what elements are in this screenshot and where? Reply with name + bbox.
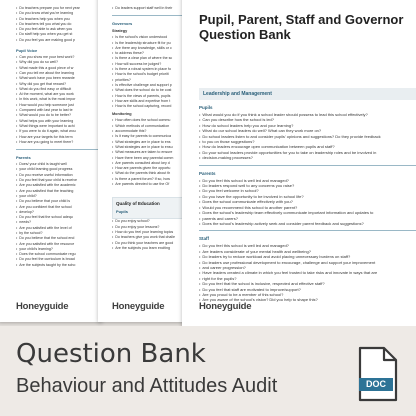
list-box bbox=[112, 219, 189, 251]
doc-format-badge: DOC bbox=[359, 378, 393, 391]
list-item: • How are skills and expertise from t bbox=[112, 99, 189, 104]
list-item: • How are parents given the opportu bbox=[112, 166, 189, 171]
list-monitoring bbox=[112, 118, 189, 187]
list-item: • How do leaders encourage open communication between pupils and staff? bbox=[199, 144, 416, 149]
document-page-front bbox=[182, 0, 416, 326]
list-item: • Do you enjoy school? bbox=[112, 219, 189, 224]
list-item: • your child learning good progress bbox=[16, 167, 100, 172]
list-item: • Do teachers give you work that challe bbox=[112, 235, 189, 240]
list-top bbox=[112, 6, 189, 11]
list-item: • decision-making processes? bbox=[199, 155, 416, 160]
divider bbox=[16, 149, 100, 150]
honeyguide-logo: Honeyguide bbox=[16, 301, 69, 312]
divider bbox=[112, 15, 189, 16]
section-heading: Governors bbox=[112, 21, 133, 27]
list-item: • Does the school communicate effectively with you? bbox=[199, 199, 416, 204]
list-item: • Can you describe how the school is led? bbox=[199, 117, 416, 122]
page-title: Pupil, Parent, Staff and Governor Question Bank bbox=[199, 12, 404, 42]
list-item: • Do leaders respond well to any concerns you raise? bbox=[199, 183, 416, 188]
section-heading: Staff bbox=[199, 236, 209, 242]
list-item: • Is there a clear plan of where the sc bbox=[112, 56, 189, 61]
list-item: • Is the leadership structure fit for pu bbox=[112, 41, 189, 46]
list-item: • At the moment, what are you work bbox=[16, 92, 100, 97]
list-item: • Do you feel able to ask when you bbox=[16, 27, 100, 32]
list-item: • Do teachers help you when you bbox=[16, 17, 100, 22]
divider bbox=[199, 165, 416, 166]
honeyguide-logo: Honeyguide bbox=[112, 301, 165, 312]
list-item: • Have leaders created a climate in which you feel trusted to take risks and innovate in ways that are bbox=[199, 270, 416, 275]
section-heading: Pupils bbox=[199, 105, 213, 110]
list-item: • Do you believe that the school end bbox=[16, 236, 100, 241]
list-item: • Do leaders try to reduce workload and avoid placing unnecessary burdens on staff? bbox=[199, 254, 416, 259]
list-pupils bbox=[199, 112, 416, 161]
list-item: • Do you know what you're learning bbox=[16, 11, 100, 16]
list-item: • Are you satisfied with the academic bbox=[16, 183, 100, 188]
list-parents bbox=[16, 162, 100, 268]
section-heading: Pupil Voice bbox=[16, 48, 38, 54]
list-item: • Is there a robust system in place fo bbox=[112, 67, 189, 72]
list-item: • Have there been any parental comm bbox=[112, 156, 189, 161]
list-item: • Are leaders considerate of your mental health and wellbeing? bbox=[199, 249, 416, 254]
list-item: • Compared with last year to last te bbox=[16, 108, 100, 113]
list-item: • Can you tell me about the learning bbox=[16, 71, 100, 76]
list-item: • Do leaders use professional development to encourage, challenge and support your improvement bbox=[199, 260, 416, 265]
list-item: • Does the school's leadership team effectively communicate important information and updates to bbox=[199, 210, 416, 215]
list-item: • Do you feel this school is well led and managed? bbox=[199, 178, 416, 183]
list-item: • What do our school leaders do well? What can they work more on? bbox=[199, 128, 416, 133]
list-item: • your child? bbox=[16, 194, 100, 199]
list-item: • Are the subjects taught by the scho bbox=[16, 263, 100, 268]
list-item: • Do you enjoy your lessons? bbox=[112, 225, 189, 230]
list-voice bbox=[16, 55, 100, 145]
list-item: • Are you aware of the school's vision? Did you help to shape this? bbox=[199, 297, 416, 302]
section-heading: Parents bbox=[199, 170, 216, 176]
list-item: • priorities? bbox=[112, 78, 189, 83]
list-item: • What does the school do to be cost bbox=[112, 88, 189, 93]
list-item: • Are you satisfied with the resource bbox=[16, 242, 100, 247]
list-item: • Can you show me your best work? bbox=[16, 55, 100, 60]
list-item: • What made this a good piece of w bbox=[16, 66, 100, 71]
list-item: • Are parents consulted about key d bbox=[112, 161, 189, 166]
list-item: • Do leaders support staff well in their bbox=[112, 6, 189, 11]
list-parents bbox=[199, 178, 416, 227]
list-item: • by the school? bbox=[16, 231, 100, 236]
list-item: • How are you going to meet them? bbox=[16, 140, 100, 145]
list-item: • Do you feel that the school adequ bbox=[16, 215, 100, 220]
list-item: • How would you help someone just bbox=[16, 103, 100, 108]
list-item: • Are you proud to be a member of this school? bbox=[199, 292, 416, 297]
list-item: • Do you have the opportunity to be involved in school life? bbox=[199, 194, 416, 199]
list-item: • How are your targets for this term bbox=[16, 135, 100, 140]
document-icon bbox=[354, 346, 400, 402]
list-item: • parents and carers? bbox=[199, 216, 416, 221]
banner-title: Question Bank bbox=[16, 339, 206, 369]
list-top bbox=[16, 6, 100, 43]
section-heading: Parents bbox=[16, 155, 31, 161]
list-item: • Do teachers tell you what you do bbox=[16, 22, 100, 27]
list-item: • What things were important to achi bbox=[16, 124, 100, 129]
list-item: • Do you feel this school is well led and managed? bbox=[199, 243, 416, 248]
document-page-back-middle bbox=[98, 0, 193, 322]
list-item: • Do you feel welcome in school? bbox=[199, 188, 416, 193]
list-item: • In this work, what is the most impor bbox=[16, 97, 100, 102]
list-item: • your child's learning? bbox=[16, 247, 100, 252]
list-staff bbox=[199, 243, 416, 302]
list-item: • Is the school's vision understood bbox=[112, 35, 189, 40]
section-heading: Pupils bbox=[116, 209, 129, 215]
list-item: • What do the parents think about th bbox=[112, 171, 189, 176]
list-item: • Are parents directed to use the Of bbox=[112, 182, 189, 187]
list-item: • What would you do to be better? bbox=[16, 113, 100, 118]
section-band: Leadership and Management bbox=[199, 88, 416, 100]
list-item: • How often does the school commu bbox=[112, 118, 189, 123]
list-item: • How do you feel your learning topics bbox=[112, 230, 189, 235]
list-strategy bbox=[112, 35, 189, 109]
list-item: • Are you confident that the school bbox=[16, 205, 100, 210]
list-item: • Do you feel that staff are motivated to improve/support? bbox=[199, 287, 416, 292]
list-item: • Is effective challenge and support p bbox=[112, 83, 189, 88]
list-item: • Does the school communicate regu bbox=[16, 252, 100, 257]
list-item: • Do you feel you are making good p bbox=[16, 38, 100, 43]
subsection-heading: Monitoring bbox=[112, 112, 132, 117]
list-item: • What do you find easy or difficult bbox=[16, 87, 100, 92]
list-item: • What strategies are in place to ensu bbox=[112, 145, 189, 150]
banner-subtitle: Behaviour and Attitudes Audit bbox=[16, 375, 278, 397]
list-item: • How is the school's budget prioriti bbox=[112, 72, 189, 77]
list-item: • Which methods of communication bbox=[112, 124, 189, 129]
list-item: • and career progression? bbox=[199, 265, 416, 270]
list-item: • Do you believe that your child is bbox=[16, 199, 100, 204]
list-item: • What strategies are in place to ens bbox=[112, 140, 189, 145]
subsection-heading: Strategy bbox=[112, 29, 128, 34]
list-item: • Would you recommend this school to another parent? bbox=[199, 205, 416, 210]
list-item: • Do school leaders listen to and consider pupils' opinions and suggestions? Do they provide feedback bbox=[199, 134, 416, 139]
list-item: • Is it easy for parents to communica bbox=[112, 134, 189, 139]
list-item: • What helps you with your learning bbox=[16, 119, 100, 124]
box-title: Quality of Education bbox=[116, 201, 160, 207]
list-item: • How is the school capturing, record bbox=[112, 104, 189, 109]
list-item: • Do you feel that your child is receive bbox=[16, 178, 100, 183]
list-item: • Does the school's leadership actively seek and consider parent feedback and suggestions? bbox=[199, 221, 416, 226]
list-item: • Do staff help you when you get st bbox=[16, 32, 100, 37]
list-item: • right for the pupils? bbox=[199, 276, 416, 281]
list-item: • Do your school leaders provide opportunities for you to take on leadership roles and be involved in bbox=[199, 150, 416, 155]
list-item: • Do you receive useful information bbox=[16, 173, 100, 178]
list-item: • Do teachers prepare you for next year bbox=[16, 6, 100, 11]
list-item: • Do you think your teachers are good bbox=[112, 241, 189, 246]
list-item: • develop? bbox=[16, 210, 100, 215]
document-page-back-left bbox=[0, 0, 102, 322]
list-item: • What would you do if you think a school leader should possess to lead this school effectively? bbox=[199, 112, 416, 117]
quality-of-education-box bbox=[112, 197, 189, 219]
list-item: • accommodate this? bbox=[112, 129, 189, 134]
list-item: • Is there a parent forum? If so, how bbox=[112, 177, 189, 182]
list-item: • How do school leaders help you and your learning? bbox=[199, 123, 416, 128]
list-item: • Do you feel the curriculum is broad bbox=[16, 257, 100, 262]
list-item: • to address these? bbox=[112, 51, 189, 56]
list-item: • to you on those suggestions? bbox=[199, 139, 416, 144]
list-item: • Are there any knowledge, skills or c bbox=[112, 46, 189, 51]
list-item: • If you were to do it again, what wou bbox=[16, 129, 100, 134]
list-item: • needs? bbox=[16, 220, 100, 225]
list-item: • Why did you get that reward? bbox=[16, 82, 100, 87]
list-item: • What work have you been rewarde bbox=[16, 76, 100, 81]
list-item: • How will success be judged? bbox=[112, 62, 189, 67]
list-item: • Are you satisfied that the teaching bbox=[16, 189, 100, 194]
list-item: • What measures are taken to ensure bbox=[112, 150, 189, 155]
list-item: • Does/ your child is taught well bbox=[16, 162, 100, 167]
honeyguide-logo: Honeyguide bbox=[199, 301, 252, 312]
list-item: • Are the subjects you learn exciting bbox=[112, 246, 189, 251]
list-item: • How is the views of parents, pupils bbox=[112, 94, 189, 99]
list-item: • Why did you do so well? bbox=[16, 60, 100, 65]
divider bbox=[199, 230, 416, 231]
list-item: • Do you feel that the school is inclusive, respected and effective staff? bbox=[199, 281, 416, 286]
list-item: • Are you satisfied with the level of bbox=[16, 226, 100, 231]
